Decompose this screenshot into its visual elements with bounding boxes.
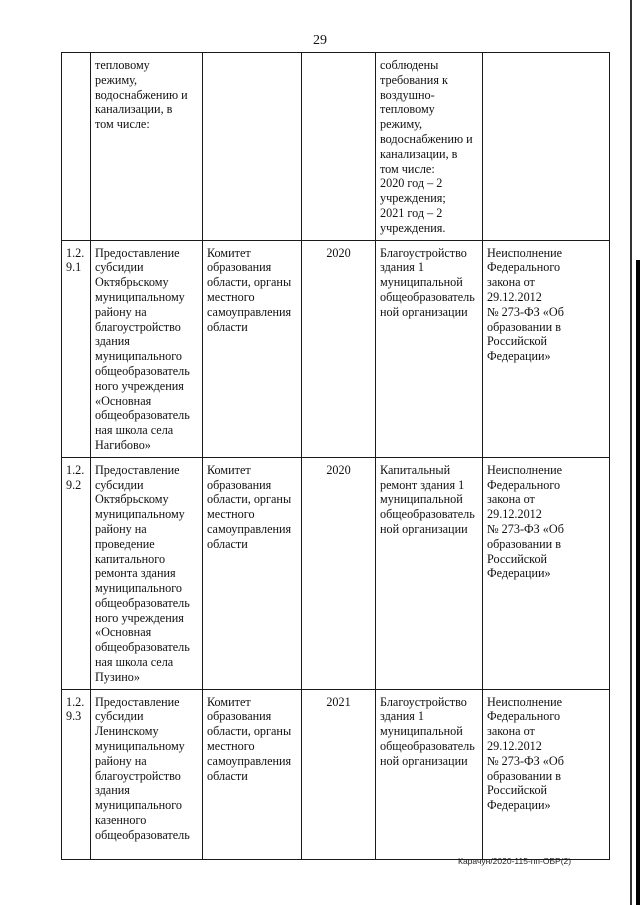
scan-border-shadow: [636, 260, 640, 905]
document-code: Карачун/2020-115-пп-ОБР(2): [458, 856, 572, 866]
row-number-cell: [62, 53, 91, 241]
action-cell: Предоставление субсидии Октябрьскому муниципальному району на проведение капитального ремонта здания муниципального общеобразователь ного учреждения «Основная общеобразователь ная школа села Пузино»: [91, 457, 203, 689]
result-cell: Благоустройство здания 1 муниципальной общеобразователь ной организации: [376, 689, 483, 859]
result-cell: соблюдены требования к воздушно- тепловому режиму, водоснабжению и канализации, в том числе: 2020 год – 2 учреждения; 2021 год – 2 учреждения.: [376, 53, 483, 241]
result-cell: Благоустройство здания 1 муниципальной общеобразователь ной организации: [376, 240, 483, 457]
action-cell: тепловому режиму, водоснабжению и канализации, в том числе:: [91, 53, 203, 241]
table-row: [62, 457, 610, 689]
row-number-cell: 1.2. 9.1: [62, 240, 91, 457]
result-cell: Капитальный ремонт здания 1 муниципальной общеобразователь ной организации: [376, 457, 483, 689]
executor-cell: Комитет образования области, органы местного самоуправления области: [203, 689, 302, 859]
program-table: [61, 52, 610, 860]
row-number-cell: 1.2. 9.2: [62, 457, 91, 689]
executor-cell: [203, 53, 302, 241]
consequence-cell: Неисполнение Федерального закона от 29.12.2012 № 273-ФЗ «Об образовании в Российской Федерации»: [483, 240, 610, 457]
scan-border-line: [630, 0, 632, 905]
consequence-cell: Неисполнение Федерального закона от 29.12.2012 № 273-ФЗ «Об образовании в Российской Федерации»: [483, 457, 610, 689]
year-cell: 2020: [302, 240, 376, 457]
year-cell: 2020: [302, 457, 376, 689]
consequence-cell: Неисполнение Федерального закона от 29.12.2012 № 273-ФЗ «Об образовании в Российской Федерации»: [483, 689, 610, 859]
executor-cell: Комитет образования области, органы местного самоуправления области: [203, 457, 302, 689]
table-row: [62, 689, 610, 859]
action-cell: Предоставление субсидии Ленинскому муниципальному району на благоустройство здания муниципального казенного общеобразователь: [91, 689, 203, 859]
year-cell: 2021: [302, 689, 376, 859]
action-cell: Предоставление субсидии Октябрьскому муниципальному району на благоустройство здания муниципального общеобразователь ного учреждения «Основная общеобразователь ная школа села Нагибово»: [91, 240, 203, 457]
executor-cell: Комитет образования области, органы местного самоуправления области: [203, 240, 302, 457]
page-number: 29: [313, 33, 327, 48]
year-cell: [302, 53, 376, 241]
consequence-cell: [483, 53, 610, 241]
row-number-cell: 1.2. 9.3: [62, 689, 91, 859]
table-row: [62, 240, 610, 457]
table-row: [62, 53, 610, 241]
